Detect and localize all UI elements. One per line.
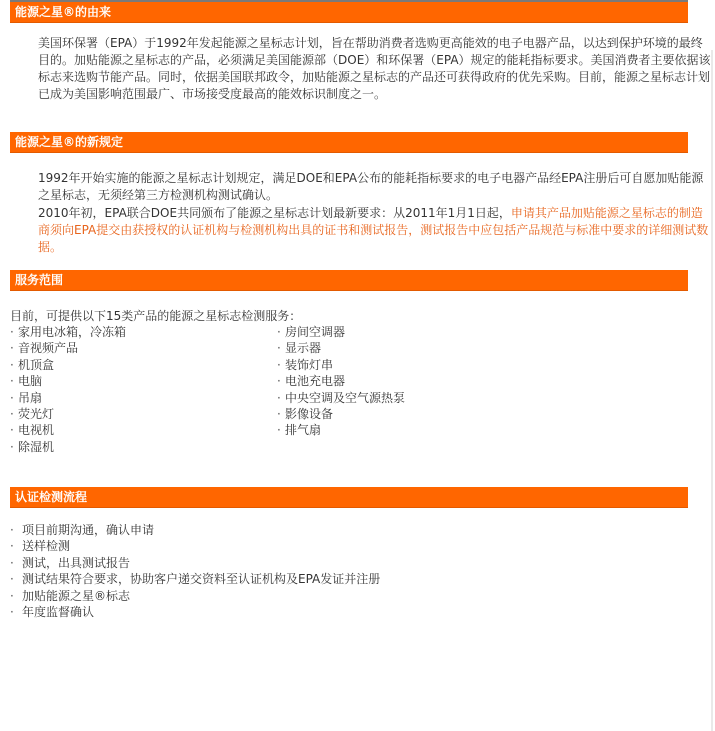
service-item: · 吊扇 [10, 390, 43, 405]
bullet-dot: · [277, 341, 281, 356]
services-list-left [10, 324, 126, 455]
service-item: · 房间空调器 [277, 325, 346, 339]
section-header-process [10, 487, 688, 508]
section-title-process: 认证检测流程 [15, 490, 88, 504]
bullet-dot: · [10, 390, 14, 405]
section-header-new-rules [10, 132, 688, 153]
bullet-dot: · [10, 539, 14, 554]
bullet-dot: · [10, 588, 14, 603]
bullet-dot: · [10, 555, 14, 570]
bullet-dot: · [10, 572, 14, 587]
service-item: · 中央空调及空气源热泵 [277, 390, 406, 405]
bullet-dot: · [277, 357, 281, 372]
service-item: · 荧光灯 [10, 407, 55, 422]
section-header-services [10, 270, 688, 291]
origin-paragraph: 美国环保署（EPA）于1992年发起能源之星标志计划，旨在帮助消费者选购更高能效的电子电器产品，以达到保护环境的最终目的。加贴能源之星标志的产品，必须满足美国能源部（DOE）和环保署（EPA）规定的能耗指标要求。美国消费者主要依据该标志来选购节能产品。同时，依据美国联邦政令，加贴能源之星标志的产品还可获得政府的优先采购。目前，能源之星标志计划已成为美国影响范围最广、市场接受度最高的能效标识制度之一。 [38, 36, 711, 101]
service-item: · 音视频产品 [10, 341, 79, 356]
process-step: · 项目前期沟通，确认申请 [10, 523, 155, 537]
scroll-edge [711, 50, 713, 731]
bullet-dot: · [10, 325, 14, 339]
bullet-dot: · [10, 374, 14, 389]
service-item: · 显示器 [277, 341, 322, 356]
bullet-dot: · [10, 439, 14, 454]
section-title-origin: 能源之星®的由来 [15, 5, 112, 19]
new-rules-paragraph-2-text: 2010年初，EPA联合DOE共同颁布了能源之星标志计划最新要求：从2011年1月1日起， [38, 206, 511, 220]
section-header-origin [10, 2, 688, 23]
service-item: · 电脑 [10, 374, 43, 389]
bullet-dot: · [10, 407, 14, 422]
section-title-new-rules: 能源之星®的新规定 [15, 135, 124, 149]
service-item: · 除湿机 [10, 439, 55, 454]
process-step: · 测试，出具测试报告 [10, 555, 131, 570]
bullet-dot: · [277, 325, 281, 339]
process-step: · 送样检测 [10, 539, 71, 554]
services-intro: 目前，可提供以下15类产品的能源之星标志检测服务： [10, 309, 302, 323]
service-item: · 电池充电器 [277, 374, 346, 389]
bullet-dot: · [10, 357, 14, 372]
process-steps [10, 522, 380, 620]
bullet-dot: · [10, 605, 14, 620]
bullet-dot: · [277, 423, 281, 438]
bullet-dot: · [277, 407, 281, 422]
process-step: · 加贴能源之星®标志 [10, 588, 131, 603]
service-item: · 排气扇 [277, 423, 322, 438]
new-rules-paragraph-2 [8, 205, 714, 256]
bullet-dot: · [10, 523, 14, 537]
bullet-dot: · [10, 341, 14, 356]
services-list-right [277, 324, 405, 439]
bullet-dot: · [277, 374, 281, 389]
service-item: · 影像设备 [277, 407, 334, 422]
process-step: · 年度监督确认 [10, 605, 95, 620]
bullet-dot: · [277, 390, 281, 405]
service-item: · 机顶盒 [10, 357, 55, 372]
process-step: · 测试结果符合要求，协助客户递交资料至认证机构及EPA发证并注册 [10, 572, 381, 587]
bullet-dot: · [10, 423, 14, 438]
new-rules-paragraph-1: 1992年开始实施的能源之星标志计划规定，满足DOE和EPA公布的能耗指标要求的电子电器产品经EPA注册后可自愿加贴能源之星标志，无须经第三方检测机构测试确认。 [38, 171, 704, 202]
new-rules-highlight: 申请其产品加贴能源之星标志的制造商须向EPA提交由获授权的认证机构与检测机构出具的证书和测试报告，测试报告中应包括产品规范与标准中要求的详细测试数据。 [38, 206, 709, 254]
section-title-services: 服务范围 [15, 273, 64, 287]
service-item: · 装饰灯串 [277, 357, 334, 372]
service-item: · 电视机 [10, 423, 55, 438]
service-item: · 家用电冰箱，冷冻箱 [10, 325, 127, 339]
